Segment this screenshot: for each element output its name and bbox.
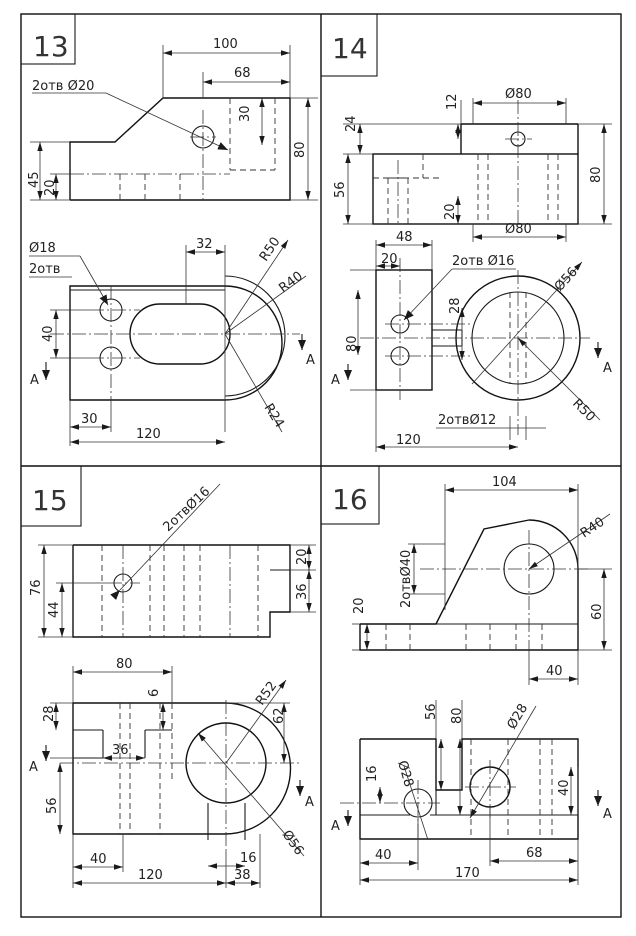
dim-label: 24 — [344, 115, 359, 132]
section-label: A — [331, 819, 340, 834]
panel-number: 16 — [332, 483, 368, 516]
dim-label: Ø28 — [504, 701, 532, 733]
dim-label: 120 — [138, 868, 163, 883]
dim-label: 2отв Ø16 — [452, 254, 515, 269]
panel-number: 15 — [32, 484, 68, 517]
dim-label: 56 — [333, 181, 348, 198]
panel-15 — [21, 466, 316, 888]
dim-label: 20 — [443, 203, 458, 220]
dim-label: 120 — [396, 433, 421, 448]
panel-14 — [321, 14, 612, 452]
dim-label: 20 — [381, 252, 398, 267]
dim-label: 36 — [295, 583, 310, 600]
dim-label: 16 — [240, 851, 257, 866]
section-label: A — [30, 373, 39, 388]
dim-label: 62 — [272, 707, 287, 724]
dim-label: 60 — [590, 603, 605, 620]
dim-label: R50 — [256, 234, 284, 265]
front-view — [29, 484, 316, 637]
panel-number: 14 — [332, 32, 368, 65]
dim-label: 76 — [29, 579, 44, 596]
section-label: A — [29, 760, 38, 775]
dim-label: Ø56 — [278, 827, 307, 859]
dim-label: 30 — [81, 412, 98, 427]
front-view — [27, 37, 318, 200]
dim-label: 80 — [116, 657, 133, 672]
panel-16 — [321, 466, 612, 885]
dim-label: 20 — [43, 179, 58, 196]
front-view — [352, 475, 612, 685]
dim-label: 28 — [448, 297, 463, 314]
dim-label: 40 — [375, 848, 392, 863]
top-view — [29, 235, 315, 446]
dim-label: 68 — [526, 846, 543, 861]
dim-label: 120 — [136, 427, 161, 442]
dim-label: 45 — [27, 171, 42, 188]
dim-label: R24 — [260, 401, 287, 431]
dim-label: 104 — [492, 475, 517, 490]
dim-label: R40 — [276, 268, 306, 297]
dim-label: 44 — [47, 601, 62, 618]
panel-13 — [21, 14, 318, 446]
top-view — [29, 657, 314, 888]
dim-label: 80 — [589, 166, 604, 183]
panel-number: 13 — [33, 30, 69, 63]
dim-label: 56 — [424, 703, 439, 720]
dim-label: 36 — [112, 743, 129, 758]
top-view — [331, 700, 612, 885]
dim-label: R52 — [253, 678, 281, 709]
dim-label: 80 — [293, 141, 308, 158]
dim-label: 2отвØ40 — [399, 549, 414, 608]
dim-label: 48 — [396, 230, 413, 245]
dim-label: 38 — [234, 868, 251, 883]
dim-label: 2отвØ16 — [160, 484, 214, 535]
section-label: A — [603, 361, 612, 376]
dim-label: 16 — [365, 765, 380, 782]
section-label: A — [331, 373, 340, 388]
top-view — [331, 230, 612, 452]
dim-label: 68 — [234, 66, 251, 81]
dim-label: 2отв Ø20 — [32, 79, 95, 94]
section-label: A — [603, 807, 612, 822]
dim-label: 40 — [546, 664, 563, 679]
dim-label: Ø18 — [29, 241, 56, 256]
dim-label: 40 — [90, 852, 107, 867]
dim-label: 20 — [352, 597, 367, 614]
dim-label: 100 — [213, 37, 238, 52]
dim-label: 40 — [557, 779, 572, 796]
dim-label: 32 — [196, 237, 213, 252]
dim-label: 28 — [42, 705, 57, 722]
dim-label: 2отвØ12 — [438, 413, 497, 428]
dim-label: Ø56 — [551, 264, 581, 295]
dim-label: 56 — [45, 797, 60, 814]
dim-label: 6 — [147, 688, 162, 697]
front-view — [333, 87, 612, 242]
dim-label: 2отв — [29, 262, 61, 277]
dim-label: R50 — [569, 396, 598, 425]
dim-label: R40 — [577, 514, 608, 542]
dim-label: 12 — [445, 93, 460, 110]
dim-label: 80 — [345, 335, 360, 352]
dim-label: 30 — [238, 105, 253, 122]
dim-label: Ø80 — [505, 87, 532, 102]
dim-label: 80 — [450, 707, 465, 724]
dim-label: 170 — [455, 866, 480, 881]
dim-label: Ø28 — [394, 758, 416, 789]
dim-label: 20 — [295, 548, 310, 565]
section-label: A — [305, 795, 314, 810]
dim-label: 40 — [41, 325, 56, 342]
section-label: A — [306, 353, 315, 368]
dim-label: Ø80 — [505, 222, 532, 237]
